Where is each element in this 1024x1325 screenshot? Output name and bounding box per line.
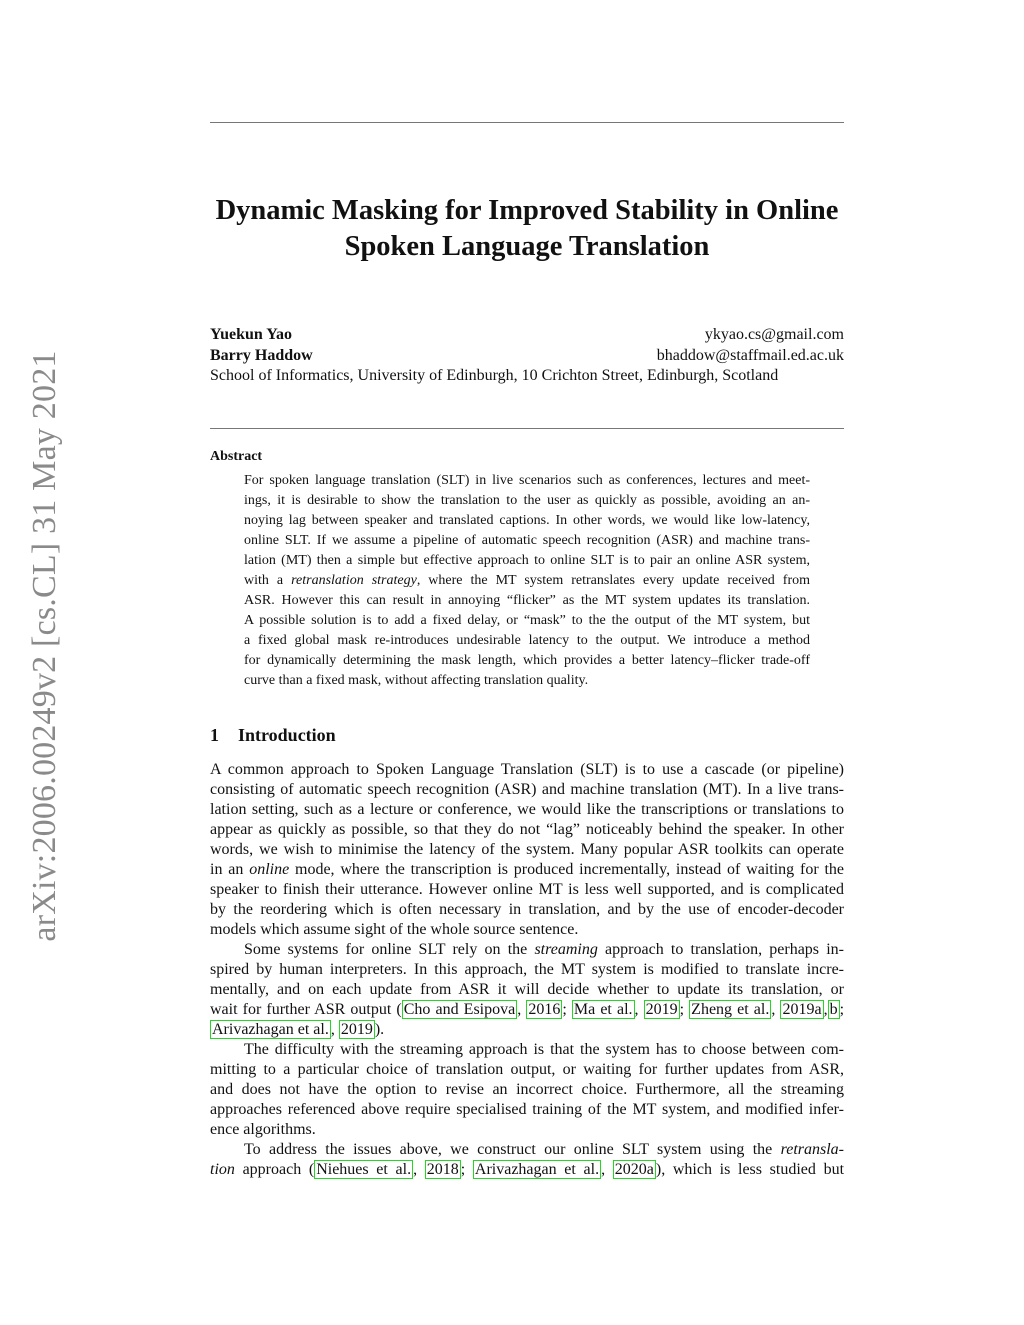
- citation-link[interactable]: 2016: [528, 1001, 561, 1018]
- author-row-2: [210, 347, 844, 367]
- section-title: Introduction: [238, 725, 336, 745]
- citation-link[interactable]: Zheng et al.: [691, 1001, 770, 1018]
- affiliation: School of Informatics, University of Edinburgh, 10 Crichton Street, Edinburgh, Scotland: [210, 367, 779, 384]
- body-line: mentally, and on each update from ASR it will decide whether to update its translation, or: [210, 981, 844, 998]
- author-name: Yuekun Yao: [210, 326, 292, 343]
- body-line: consisting of automatic speech recognition (ASR) and machine translation (MT). In a live trans-: [210, 781, 844, 798]
- body-emphasis: retransla-: [780, 1141, 844, 1158]
- body-text: ,: [601, 1161, 613, 1178]
- citation-link[interactable]: 2019: [340, 1021, 373, 1038]
- body-line: [210, 1020, 844, 1040]
- body-line: [210, 1000, 844, 1020]
- body-text: ;: [460, 1161, 473, 1178]
- body-text: Some systems for online SLT rely on the: [244, 941, 535, 958]
- author-row-1: [210, 326, 844, 346]
- author-email[interactable]: bhaddow@staffmail.ed.ac.uk: [656, 347, 844, 364]
- body-line: The difficulty with the streaming approach is that the system has to choose between com-: [244, 1041, 844, 1058]
- body-line: speaker to finish their utterance. However online MT is less well supported, and is complicated: [210, 881, 844, 898]
- section-number: 1: [210, 725, 219, 745]
- abstract-heading: Abstract: [210, 449, 263, 464]
- body-line: [210, 1140, 844, 1160]
- citation-link[interactable]: b: [829, 1001, 838, 1018]
- abstract-rule: [210, 428, 844, 429]
- abstract-text: , where the MT system retranslates every update received from: [416, 573, 811, 588]
- body-line: words, we wish to minimise the latency of the system. Many popular ASR toolkits can operate: [210, 841, 844, 858]
- abstract-line: a fixed global mask re-introduces undesirable latency to the output. We introduce a method: [244, 633, 810, 648]
- author-name: Barry Haddow: [210, 347, 313, 364]
- section-heading: [210, 725, 336, 746]
- abstract-line: A possible solution is to add a fixed delay, or “mask” to the the output of the MT system, but: [244, 613, 810, 628]
- body-text: To address the issues above, we construct our online SLT system using the: [244, 1141, 781, 1158]
- body-line: lation setting, such as a lecture or conference, we would like the transcriptions or translations to: [210, 801, 844, 818]
- citation-link[interactable]: Niehues et al.: [316, 1161, 412, 1178]
- top-rule: [210, 122, 844, 123]
- citation-link[interactable]: Cho and Esipova: [403, 1001, 516, 1018]
- abstract-body: [244, 471, 810, 691]
- body-line: appear as quickly as possible, so that they do not “lag” noticeably behind the speaker. In other: [210, 821, 844, 838]
- title-line-1: Dynamic Masking for Improved Stability in Online: [215, 195, 839, 226]
- abstract-line: ings, it is desirable to show the translation to the user as quickly as possible, avoiding an an-: [244, 493, 810, 508]
- body-emphasis: tion: [210, 1161, 235, 1178]
- citation-link[interactable]: Arivazhagan et al.: [474, 1161, 600, 1178]
- body-text: ;: [562, 1001, 572, 1018]
- abstract-line: [244, 571, 810, 591]
- abstract-line: online SLT. If we assume a pipeline of automatic speech recognition (ASR) and machine trans-: [244, 533, 810, 548]
- paper-title: [210, 193, 844, 265]
- citation-link[interactable]: 2018: [426, 1161, 459, 1178]
- body-text: approach to translation, perhaps in-: [597, 941, 844, 958]
- body-text: ,: [771, 1001, 781, 1018]
- introduction-body: [210, 760, 844, 1180]
- citation-link[interactable]: 2020a: [614, 1161, 654, 1178]
- abstract-line: for dynamically determining the mask length, which provides a better latency–flicker trade-off: [244, 653, 810, 668]
- citation-link[interactable]: Arivazhagan et al.: [212, 1021, 329, 1038]
- arxiv-side-stamp: arXiv:2006.00249v2 [cs.CL] 31 May 2021: [26, 350, 63, 942]
- body-text: ,: [517, 1001, 527, 1018]
- body-text: ,: [413, 1161, 425, 1178]
- body-line: by the reordering which is often necessary in translation, and by the use of encoder-decoder: [210, 901, 844, 918]
- body-line: approaches referenced above require specialised training of the MT system, and modified infer-: [210, 1101, 844, 1118]
- body-text: ).: [374, 1021, 385, 1038]
- body-text: ;: [839, 1001, 845, 1018]
- body-text: ,: [823, 1001, 828, 1018]
- body-line: [210, 860, 844, 880]
- abstract-line: ASR. However this can result in annoying “flicker” as the MT system updates its translation.: [244, 593, 810, 608]
- body-line: [210, 1160, 844, 1180]
- body-line: mitting to a particular choice of translation output, or waiting for further updates from ASR,: [210, 1061, 844, 1078]
- body-text: wait for further ASR output (: [210, 1001, 402, 1018]
- title-line-2: Spoken Language Translation: [344, 231, 710, 262]
- citation-link[interactable]: 2019: [645, 1001, 678, 1018]
- body-text: approach (: [234, 1161, 315, 1178]
- body-text: ,: [634, 1001, 644, 1018]
- abstract-text: with a: [244, 573, 292, 588]
- body-text: mode, where the transcription is produced incrementally, instead of waiting for the: [289, 861, 845, 878]
- body-text: ,: [330, 1021, 339, 1038]
- body-emphasis: streaming: [534, 941, 598, 958]
- body-emphasis: online: [249, 861, 290, 878]
- abstract-line: lation (MT) then a simple but effective approach to online SLT is to pair an online ASR system,: [244, 553, 810, 568]
- body-line: ence algorithms.: [210, 1121, 316, 1138]
- author-email[interactable]: ykyao.cs@gmail.com: [704, 326, 844, 343]
- abstract-line: noying lag between speaker and translated captions. In other words, we would like low-latency,: [244, 513, 810, 528]
- citation-link[interactable]: Ma et al.: [573, 1001, 633, 1018]
- citation-link[interactable]: 2019a: [782, 1001, 822, 1018]
- body-text: ;: [679, 1001, 690, 1018]
- body-line: models which assume sight of the whole source sentence.: [210, 921, 579, 938]
- body-line: and does not have the option to revise an incorrect choice. Furthermore, all the streaming: [210, 1081, 844, 1098]
- body-line: A common approach to Spoken Language Translation (SLT) is to use a cascade (or pipeline): [210, 761, 844, 778]
- body-text: in an: [210, 861, 250, 878]
- body-line: [210, 940, 844, 960]
- abstract-line: For spoken language translation (SLT) in live scenarios such as conferences, lectures and meet-: [244, 473, 810, 488]
- body-text: ), which is less studied but: [655, 1161, 845, 1178]
- abstract-line: curve than a fixed mask, without affecting translation quality.: [244, 673, 589, 688]
- abstract-emphasis: retranslation strategy: [291, 573, 417, 588]
- body-line: spired by human interpreters. In this approach, the MT system is modified to translate incre-: [210, 961, 844, 978]
